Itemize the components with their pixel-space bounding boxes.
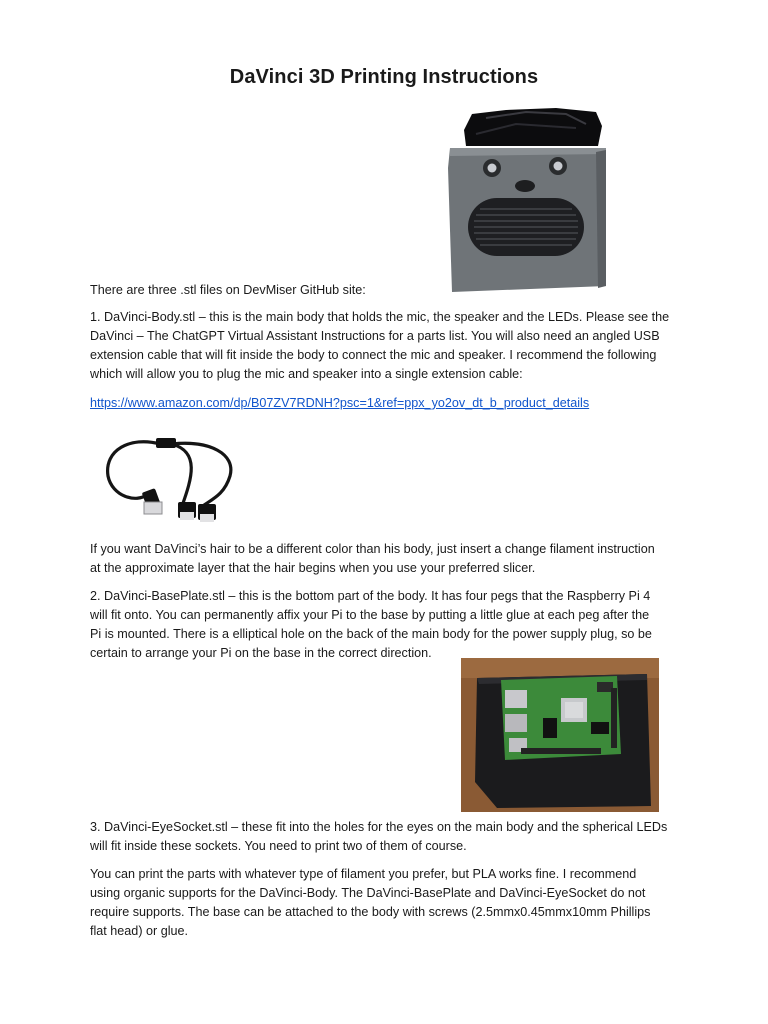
paragraph-line: DaVinci – The ChatGPT Virtual Assistant Instructions for a parts list. You will also need an angled USB [90,329,660,343]
paragraph-line: will fit inside these sockets. You need to print two of them of course. [90,839,467,853]
paragraph-line: Pi is mounted. There is a elliptical hole on the back of the main body for the power supply plug, so be [90,627,652,641]
raspberry-pi-baseplate-photo [461,658,659,812]
paragraph-line: extension cable that will fit inside the body to connect the mic and speaker. I recommend the following [90,348,657,362]
body-stl-paragraph [90,308,680,384]
paragraph-line: If you want DaVinci’s hair to be a different color than his body, just insert a change filament instruction [90,542,655,556]
paragraph-line: certain to arrange your Pi on the base in the correct direction. [90,646,432,660]
paragraph-line: 2. DaVinci-BasePlate.stl – this is the bottom part of the body. It has four pegs that the Raspberry Pi 4 [90,589,651,603]
usb-cable-photo [100,430,240,526]
paragraph-line: at the approximate layer that the hair begins when you use your preferred slicer. [90,561,536,575]
paragraph-line: which will allow you to plug the mic and speaker into a single extension cable: [90,367,523,381]
paragraph-line: 3. DaVinci-EyeSocket.stl – these fit into the holes for the eyes on the main body and the spherical LEDs [90,820,668,834]
filament-paragraph [90,865,680,941]
paragraph-line: using organic supports for the DaVinci-Body. The DaVinci-BasePlate and DaVinci-EyeSocket do not [90,886,646,900]
amazon-link-line [90,394,680,413]
baseplate-paragraph [90,587,680,663]
hair-paragraph [90,540,680,578]
paragraph-line: You can print the parts with whatever type of filament you prefer, but PLA works fine. I recommend [90,867,637,881]
eyesocket-paragraph [90,818,680,856]
intro-text: There are three .stl files on DevMiser GitHub site: [90,283,366,297]
paragraph-line: require supports. The base can be attached to the body with screws (2.5mmx0.45mmx10mm Phillips [90,905,651,919]
paragraph-line: 1. DaVinci-Body.stl – this is the main body that holds the mic, the speaker and the LEDs. Please see the [90,310,670,324]
paragraph-line: flat head) or glue. [90,924,189,938]
amazon-link[interactable]: https://www.amazon.com/dp/B07ZV7RDNH?psc=1&ref=ppx_yo2ov_dt_b_product_details [90,396,590,410]
paragraph-line: will fit onto. You can permanently affix your Pi to the base by putting a little glue at each peg after the [90,608,650,622]
document-title: DaVinci 3D Printing Instructions [229,66,539,88]
davinci-body-photo [446,108,614,294]
